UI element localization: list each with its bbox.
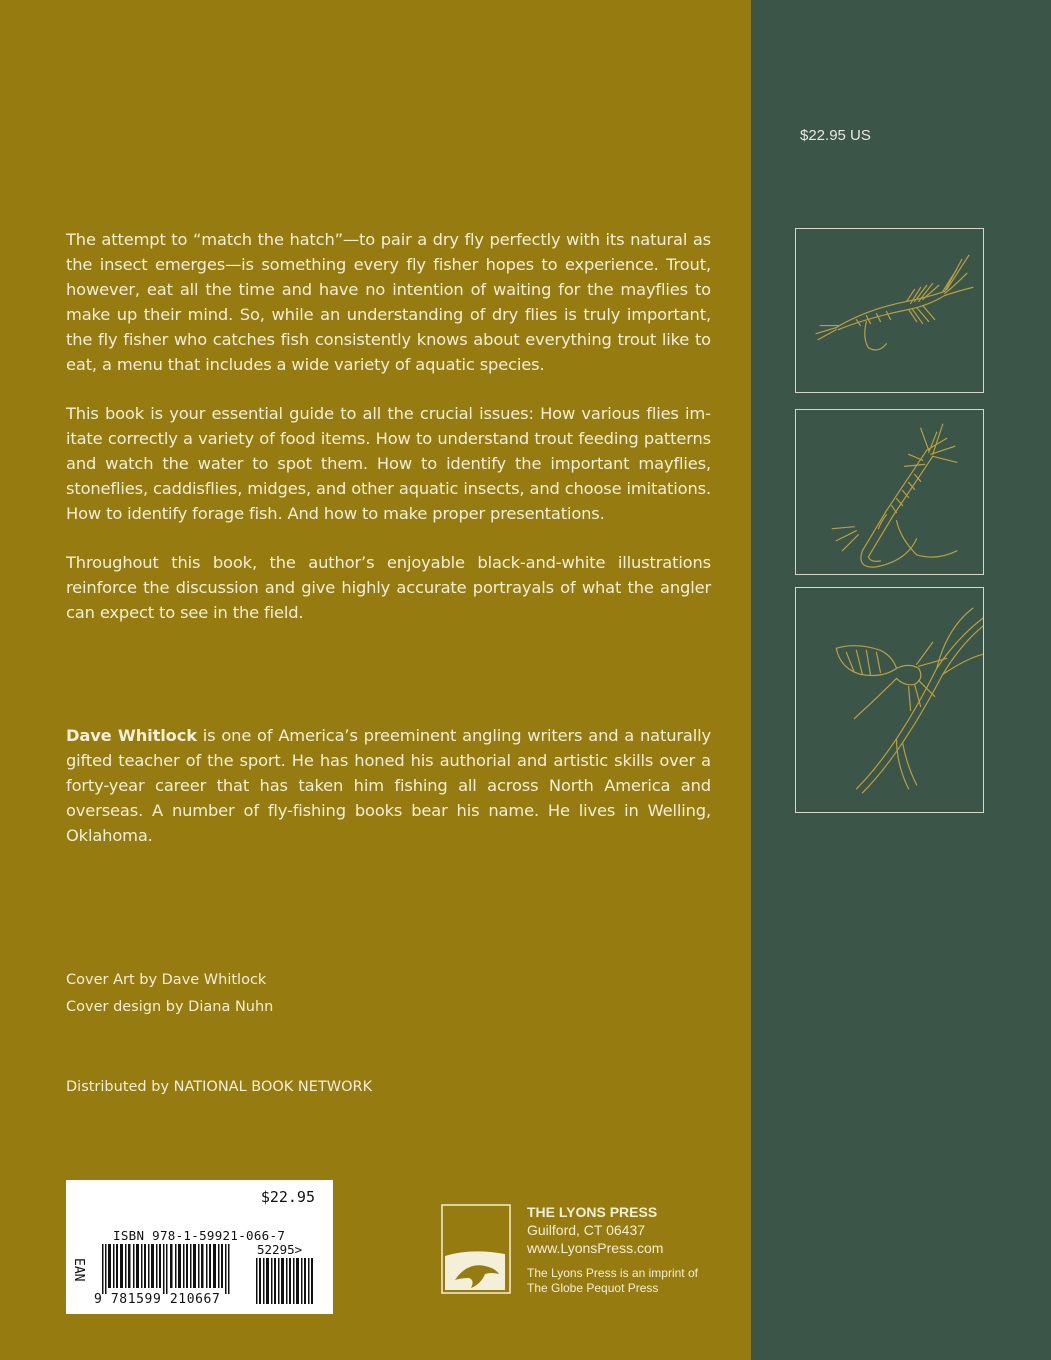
blurb-paragraph: This book is your essential guide to all the crucial issues: How various flies imitate correctly a variety of food items. How to understand trout feeding patterns and watch the water to spot them. How to identify the important mayflies, stoneflies, caddisflies, midges, and other aquatic insects, and choose imitations. How to identify forage fish. And how to make proper presentations. <box>66 404 711 523</box>
publisher-info <box>527 1203 698 1296</box>
mayfly-illustration <box>796 588 983 812</box>
lyons-press-logo <box>441 1204 511 1294</box>
isbn-barcode <box>66 1180 333 1314</box>
publisher-website: www.LyonsPress.com <box>527 1240 664 1256</box>
fly-illustration-frame <box>795 409 984 575</box>
fly-illustration-frame <box>795 587 984 813</box>
author-name: Dave Whitlock <box>66 726 197 745</box>
ean-label: EAN <box>71 1258 86 1282</box>
publisher-location: Guilford, CT 06437 <box>527 1222 646 1238</box>
barcode-addon-code: 52295> <box>257 1242 303 1257</box>
author-bio <box>66 723 711 848</box>
publisher-name: THE LYONS PRESS <box>527 1204 658 1220</box>
publisher-imprint-line: The Lyons Press is an imprint of <box>527 1266 698 1280</box>
ean-bars <box>102 1244 230 1294</box>
addon-bars <box>256 1258 314 1304</box>
cover-art-credit: Cover Art by Dave Whitlock <box>66 972 267 988</box>
cover-design-credit: Cover design by Diana Nuhn <box>66 999 274 1015</box>
nymph-illustration <box>796 410 983 574</box>
dry-fly-illustration <box>796 229 983 392</box>
cover-price: $22.95 US <box>800 127 871 144</box>
barcode-price: $22.95 <box>260 1188 315 1206</box>
publisher-imprint-line: The Globe Pequot Press <box>527 1281 659 1295</box>
fly-illustration-frame <box>795 228 984 393</box>
blurb-paragraph: The attempt to “match the hatch”—to pair a dry fly perfectly with its natural as the insect emerges—is something every fly fisher hopes to experience. Trout, however, eat all the time and have no intention of waiting for the mayflies to make up their mind. So, while an understanding of dry flies is truly important, the fly fisher who catches fish consistently knows about everything trout like to eat, a menu that includes a wide variety of aquatic species. <box>66 230 711 374</box>
author-bio-text: is one of America’s preeminent angling writers and a naturally gifted teacher of the sport. He has honed his authorial and artistic skills over a forty-year career that has taken him fishing all across North America and overseas. A number of fly-fishing books bear his name. He lives in Welling, Oklahoma. <box>66 726 711 845</box>
ean-digits: 9 781599 210667 <box>94 1292 221 1307</box>
blurb-paragraph: Throughout this book, the author’s enjoyable black-and-white illustrations reinforce the discussion and give highly accurate portrayals of what the angler can expect to see in the field. <box>66 553 711 622</box>
distributor-line: Distributed by NATIONAL BOOK NETWORK <box>66 1079 373 1095</box>
isbn-number: ISBN 978-1-59921-066-7 <box>113 1228 286 1243</box>
